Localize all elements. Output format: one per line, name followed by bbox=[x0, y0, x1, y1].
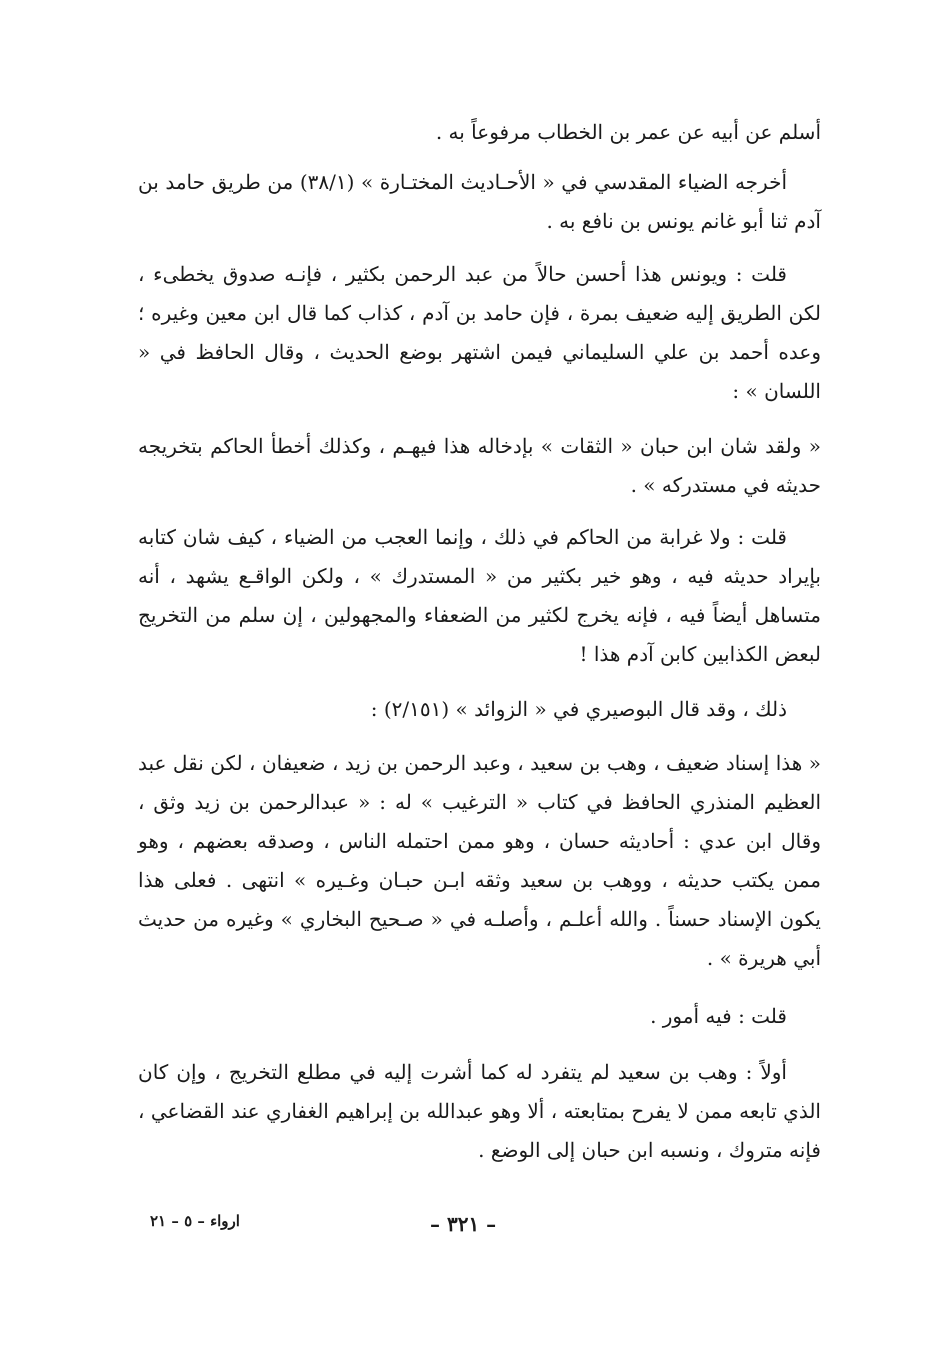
quote-paragraph-1: « ولقد شان ابن حبان « الثقات » بإدخاله هذا فيهـم ، وكذلك أخطأ الحاكم بتخريجه حديثه في مستدركه » . bbox=[138, 434, 821, 497]
quote-paragraph-2: « هذا إسناد ضعيف ، وهب بن سعيد ، وعبد الرحمن بن زيد ، ضعيفان ، لكن نقل عبد العظيم المنذري الحافظ في كتاب « الترغيب » له : « عبدالرحمن بن زيد وثق ، وقال ابن عدي : أحاديثه حسان ، وهو ممن احتمله الناس ، وصدقه بعضهم ، وهو ممن يكتب حديثه ، ووهب بن سعيد وثقه ابـن حبـان وغـيره » انتهى . فعلى هذا يكون الإسناد حسناً . والله أعلـم ، وأصلـه في « صـحيح البخاري » وغيره من حديث أبي هريرة » . bbox=[138, 751, 821, 970]
page-number: – ٣٢١ – bbox=[430, 1212, 497, 1236]
paragraph-6: قلت : فيه أمور . bbox=[650, 1004, 787, 1028]
paragraph-7: أولاً : وهب بن سعيد لم يتفرد له كما أشرت إليه في مطلع التخريج ، وإن كان الذي تابعه ممن لا يفرح بمتابعته ، ألا وهو عبدالله بن إبراهيم الغفاري عند القضاعي ، فإنه متروك ، ونسبه ابن حبان إلى الوضع . bbox=[138, 1060, 821, 1162]
paragraph-1: أسلم عن أبيه عن عمر بن الخطاب مرفوعاً به . bbox=[435, 120, 821, 144]
paragraph-2: أخرجه الضياء المقدسي في « الأحـاديث المختـارة » (٣٨/١) من طريق حامد بن آدم ثنا أبو غانم يونس بن نافع به . bbox=[138, 170, 821, 233]
paragraph-5: ذلك ، وقد قال البوصيري في « الزوائد » (٢/١٥١) : bbox=[370, 697, 787, 721]
paragraph-3: قلت : ويونس هذا أحسن حالاً من عبد الرحمن بكثير ، فإنـه صدوق يخطىء ، لكن الطريق إليه ضعيف بمرة ، فإن حامد بن آدم ، كذاب كما قال ابن معين وغيره ؛ وعده أحمد بن علي السليماني فيمن اشتهر بوضع الحديث ، وقال الحافظ في « اللسان » : bbox=[138, 262, 821, 403]
signature-mark: ارواء – ٥ – ٢١ bbox=[150, 1212, 240, 1230]
paragraph-4: قلت : ولا غرابة من الحاكم في ذلك ، وإنما العجب من الضياء ، كيف شان كتابه بإيراد حديثه فيه ، وهو خير بكثير من « المستدرك » ، ولكن الواقـع يشهد ، أنه متساهل أيضاً فيه ، فإنه يخرج لكثير من الضعفاء والمجهولين ، إن سلم من التخريج لبعض الكذابين كابن آدم هذا ! bbox=[138, 525, 821, 666]
